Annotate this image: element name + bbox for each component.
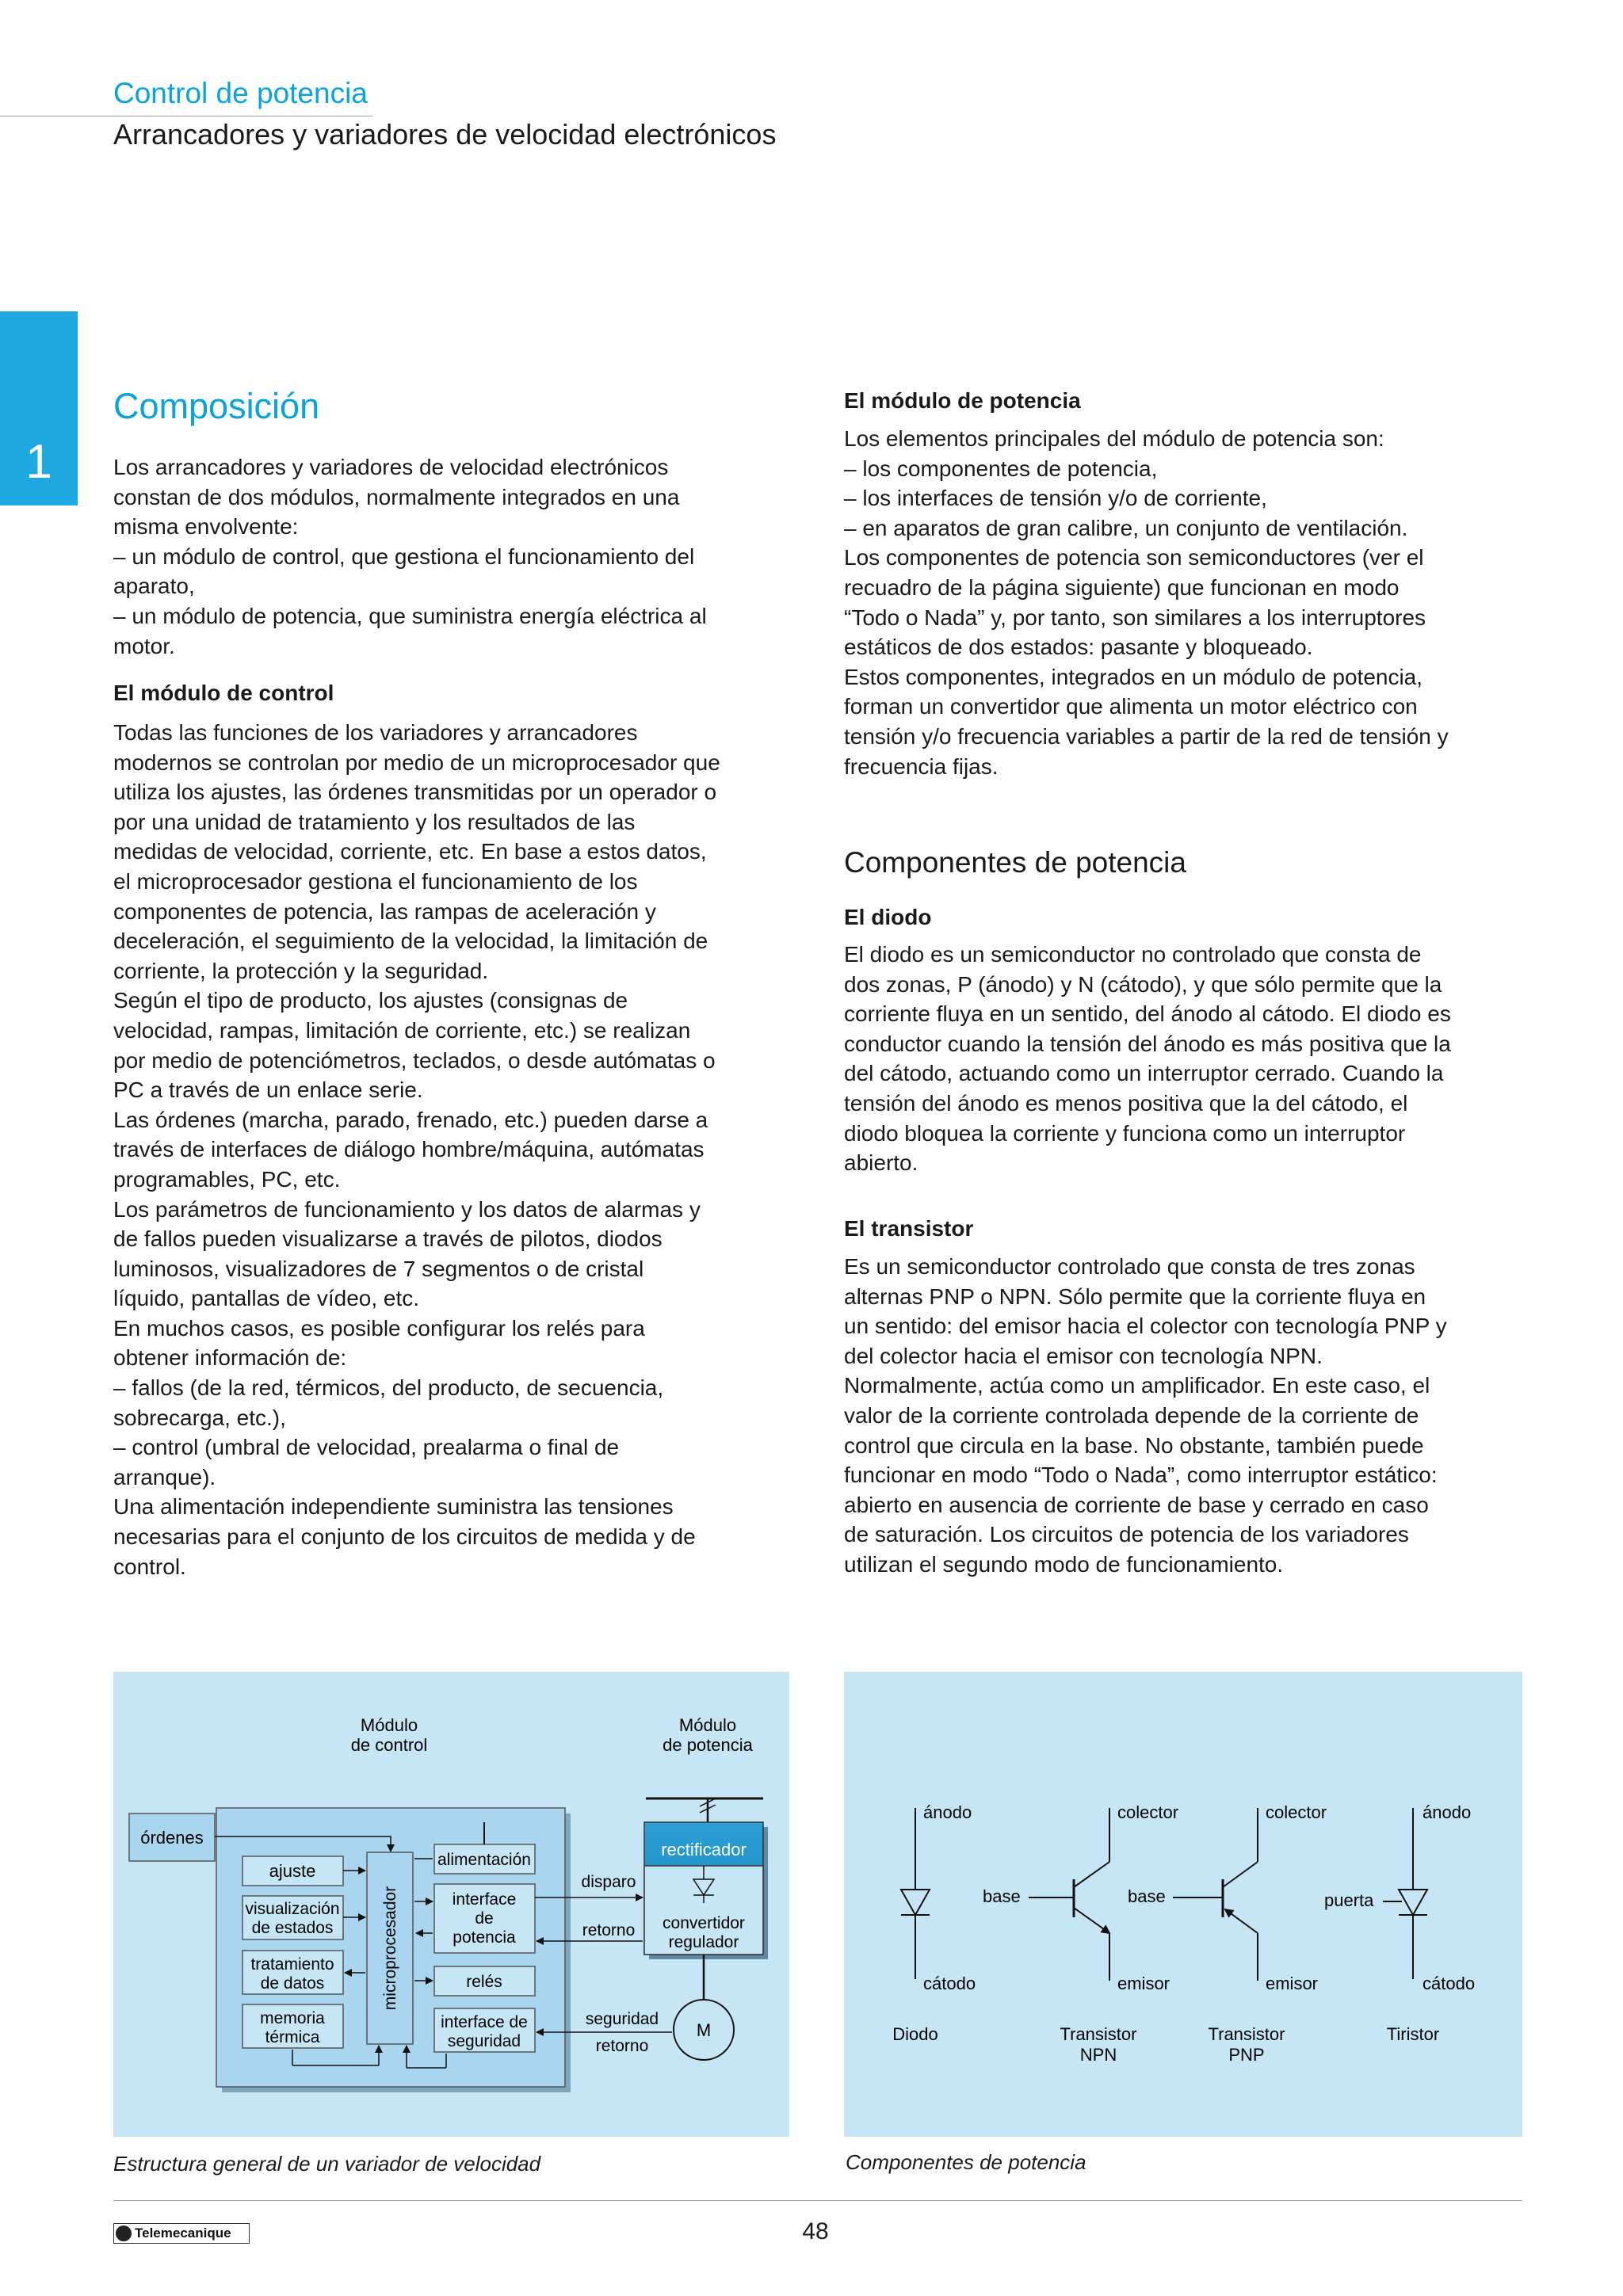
label-disparo: disparo: [581, 1873, 636, 1891]
label-ajuste: ajuste: [269, 1861, 316, 1881]
label-catodo-tiristor: cátodo: [1423, 1974, 1476, 1993]
label-base-pnp: base: [1128, 1886, 1166, 1906]
logo-text: Telemecanique: [135, 2225, 231, 2241]
label-emisor-pnp: emisor: [1266, 1974, 1319, 1993]
label-modulo-potencia-1: Módulo: [678, 1715, 737, 1735]
caption-componentes: Componentes de potencia: [846, 2150, 1086, 2174]
label-memoria-1: memoria: [260, 2009, 325, 2027]
caption-variador: Estructura general de un variador de velocidad: [113, 2152, 541, 2176]
label-reles: relés: [466, 1973, 502, 1991]
heading-diodo: El diodo: [844, 905, 932, 929]
label-interface-potencia-1: interface: [452, 1890, 517, 1909]
heading-composicion: Composición: [113, 386, 320, 426]
diode-triangle: [901, 1890, 930, 1915]
label-pnp-2: PNP: [1228, 2045, 1265, 2065]
brand-logo: [113, 2223, 250, 2244]
footer-divider: [113, 2200, 1522, 2201]
control-paragraph: Todas las funciones de los variadores y arrancadores modernos se controlan por medio de un microprocesador que utiliza los ajustes, las órdenes transmitidas por un operador o por una unidad de tratamiento y los resultados de las medidas de velocidad, corriente, etc. En base a estos datos, el microprocesador gestiona el funcionamiento de los componentes de potencia, las rampas de aceleración y deceleración, el seguimiento de la velocidad, la limitación de corriente, la protección y la seguridad. Según el tipo de producto, los ajustes (consignas de velocidad, rampas, limitación de corriente, etc.) se realizan por medio de potenciómetros, teclados, o desde autómatas o PC a través de un enlace serie. Las órdenes (marcha, parado, frenado, etc.) pueden darse a través de interfaces de diálogo hombre/máquina, autómatas programables, PC, etc. Los parámetros de funcionamiento y los datos de alarmas y de fallos pueden visualizarse a través de pilotos, diodos luminosos, visualizadores de 7 segmentos o de cristal líquido, pantallas de vídeo, etc. En muchos casos, es posible configurar los relés para obtener información de: – fallos (de la red, térmicos, del producto, de secuencia, sobrecarga, etc.), – control (umbral de velocidad, prealarma o final de arranque). Una alimentación independiente suministra las tensiones necesarias para el conjunto de los circuitos de medida y de control.: [113, 720, 720, 1579]
pnp-collector-leg: [1223, 1862, 1258, 1887]
label-modulo-control-1: Módulo: [360, 1715, 418, 1735]
pnp-emitter-arrow: [1225, 1909, 1258, 1933]
heading-modulo-control: El módulo de control: [113, 681, 334, 705]
label-motor: M: [696, 2020, 712, 2040]
heading-componentes: Componentes de potencia: [844, 846, 1186, 879]
label-pnp-1: Transistor: [1208, 2024, 1285, 2044]
pnp-transistor: [1173, 1808, 1258, 1981]
label-npn-1: Transistor: [1060, 2024, 1137, 2044]
npn-transistor: [1029, 1808, 1109, 1981]
chapter-number: 1: [25, 435, 52, 488]
label-catodo-diodo: cátodo: [923, 1974, 976, 1993]
label-npn-2: NPN: [1079, 2045, 1117, 2065]
label-emisor-npn: emisor: [1117, 1974, 1170, 1993]
thyristor-triangle: [1399, 1890, 1427, 1915]
section-title: Control de potencia: [113, 77, 368, 109]
label-ordenes: órdenes: [140, 1828, 204, 1848]
label-convertidor-2: regulador: [668, 1933, 739, 1951]
logo-mark-icon: [116, 2225, 132, 2241]
label-anodo-tiristor: ánodo: [1423, 1802, 1472, 1822]
label-diodo: Diodo: [892, 2024, 938, 2044]
intro-paragraph: Los arrancadores y variadores de velocidad electrónicos constan de dos módulos, normalmente integrados en una misma envolvente: – un módulo de control, que gestiona el funcionamiento del aparato, – un módulo de potencia, que suministra energía eléctrica al motor.: [113, 455, 707, 658]
label-colector-pnp: colector: [1266, 1802, 1327, 1822]
label-puerta: puerta: [1324, 1890, 1374, 1910]
label-microprocesador: microprocesador: [381, 1886, 399, 2011]
diode-paragraph: El diodo es un semiconductor no controlado que consta de dos zonas, P (ánodo) y N (cátodo), y que sólo permite que la corriente fluya en un sentido, del ánodo al cátodo. El diodo es conductor cuando la tensión del ánodo es más positiva que la del cátodo, actuando como un interruptor cerrado. Cuando la tensión del ánodo es menos positiva que la del cátodo, el diodo bloquea la corriente y funciona como un interruptor abierto.: [844, 942, 1451, 1176]
label-tratamiento-2: de datos: [260, 1974, 325, 1993]
diagram-componentes: [844, 1672, 1522, 2137]
label-interface-seguridad-2: seguridad: [447, 2032, 521, 2050]
label-retorno: retorno: [582, 1921, 636, 1939]
label-interface-potencia-2: de: [475, 1909, 494, 1928]
label-visualizacion-1: visualización: [245, 1900, 340, 1918]
npn-emitter-arrow: [1074, 1908, 1109, 1933]
label-seguridad: seguridad: [585, 2010, 659, 2028]
label-alimentacion: alimentación: [437, 1851, 531, 1869]
label-interface-seguridad-1: interface de: [441, 2013, 528, 2031]
transistor-paragraph: Es un semiconductor controlado que consta de tres zonas alternas PNP o NPN. Sólo permite que la corriente fluya en un sentido: del emisor hacia el colector con tecnología PNP y del colector hacia el emisor con tecnología NPN. Normalmente, actúa como un amplificador. En este caso, el valor de la corriente controlada depende de la corriente de control que circula en la base. No obstante, también puede funcionar en modo “Todo o Nada”, como interruptor estático: abierto en ausencia de corriente de base y cerrado en caso de saturación. Los circuitos de potencia de los variadores utilizan el segundo modo de funcionamiento.: [844, 1254, 1447, 1577]
label-visualizacion-2: de estados: [251, 1919, 334, 1937]
label-base-npn: base: [983, 1886, 1021, 1906]
label-anodo-diodo: ánodo: [923, 1802, 972, 1822]
label-tratamiento-1: tratamiento: [250, 1955, 334, 1974]
page-number: 48: [802, 2218, 829, 2245]
section-subtitle: Arrancadores y variadores de velocidad electrónicos: [113, 118, 777, 151]
power-paragraph: Los elementos principales del módulo de potencia son: – los componentes de potencia, – los interfaces de tensión y/o de corriente, – en aparatos de gran calibre, un conjunto de ventilación. Los componentes de potencia son semiconductores (ver el recuadro de la página siguiente) que funcionan en modo “Todo o Nada” y, por tanto, son similares a los interruptores estáticos de dos estados: pasante y bloqueado. Estos componentes, integrados en un módulo de potencia, forman un convertidor que alimenta un motor eléctrico con tensión y/o frecuencia variables a partir de la red de tensión y frecuencia fijas.: [844, 426, 1449, 779]
heading-modulo-potencia: El módulo de potencia: [844, 388, 1081, 413]
label-memoria-2: térmica: [265, 2028, 320, 2046]
label-modulo-potencia-2: de potencia: [663, 1735, 753, 1755]
diode-component: [901, 1808, 930, 1979]
label-convertidor-1: convertidor: [663, 1914, 745, 1932]
diagram-variador: [113, 1672, 789, 2137]
label-rectificador: rectificador: [661, 1840, 747, 1859]
npn-collector-leg: [1074, 1862, 1109, 1887]
label-retorno-2: retorno: [595, 2037, 649, 2055]
label-modulo-control-2: de control: [350, 1735, 428, 1755]
label-colector-npn: colector: [1117, 1802, 1179, 1822]
label-tiristor: Tiristor: [1386, 2024, 1440, 2044]
heading-transistor: El transistor: [844, 1216, 974, 1241]
thyristor-component: [1383, 1808, 1427, 1979]
label-interface-potencia-3: potencia: [453, 1928, 516, 1947]
